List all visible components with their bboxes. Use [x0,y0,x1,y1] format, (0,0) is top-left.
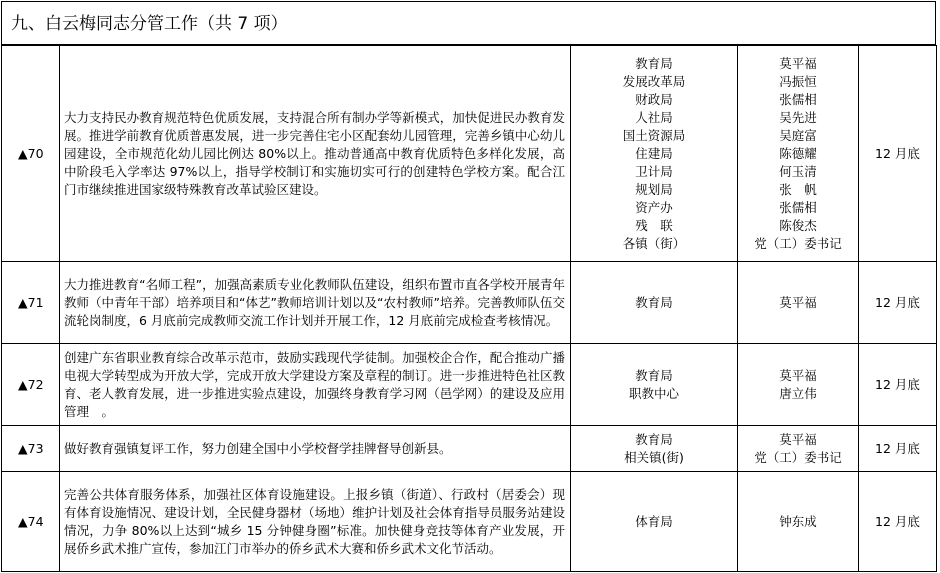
leader-name: 张儒相 [779,199,817,215]
responsible-leaders [738,472,859,572]
table-row [2,472,937,572]
task-content: 大力支持民办教育规范特色优质发展，支持混合所有制办学等新模式，加快促进民办教育发展。推进学前教育优质普惠发展，进一步完善住宅小区配套幼儿园管理，完善乡镇中心幼儿园建设，全市规范化幼儿园比例达 80%以上。推动普通高中教育优质特色多样化发展，高中阶段毛入学率达 97%以上，指导学校制订和实施切实可行的创建特色学校方案。配合江门市继续推进国家级特殊教育改革试验区建设。 [60,46,571,262]
department-name: 相关镇(街) [624,449,684,465]
department-name: 卫计局 [635,163,673,179]
department-name: 教育局 [635,431,673,447]
task-number: ▲71 [2,262,60,344]
responsible-departments [571,426,738,472]
responsible-leaders [738,426,859,472]
deadline: 12 月底 [859,46,937,262]
task-number: ▲73 [2,426,60,472]
table-row [2,426,937,472]
department-name: 人社局 [635,109,673,125]
department-name: 住建局 [635,145,673,161]
table-row [2,262,937,344]
department-name: 发展改革局 [622,73,686,89]
task-number: ▲74 [2,472,60,572]
department-name: 教育局 [635,55,673,71]
leader-name: 莫平福 [779,294,817,310]
responsible-departments [571,262,738,344]
task-content: 大力推进教育“名师工程”，加强高素质专业化教师队伍建设，组织布置市直各学校开展青年教师（中青年干部）培养项目和“体艺”教师培训计划以及“农村教师”培养。完善教师队伍交流轮岗制度，6 月底前完成教师交流工作计划并开展工作，12 月底前完成检查考核情况。 [60,262,571,344]
department-name: 残 联 [635,217,673,233]
leader-name: 陈俊杰 [779,217,817,233]
leader-name: 莫平福 [779,55,817,71]
leader-name: 莫平福 [779,431,817,447]
task-content: 创建广东省职业教育综合改革示范市，鼓励实践现代学徒制。加强校企合作，配合推动广播电视大学转型成为开放大学，完成开放大学建设方案及章程的制订。进一步推进特色社区教育、老人教育发展，进一步推进实验点建设，加强终身教育学习网（邑学网）的建设及应用管理 。 [60,344,571,426]
leader-name: 吴先进 [779,109,817,125]
department-name: 职教中心 [628,385,679,401]
leader-name: 陈德耀 [779,145,817,161]
leader-name: 张儒相 [779,91,817,107]
leader-name: 唐立伟 [779,385,817,401]
table-row [2,46,937,262]
responsible-leaders [738,262,859,344]
deadline: 12 月底 [859,472,937,572]
responsible-leaders [738,46,859,262]
task-number: ▲72 [2,344,60,426]
department-name: 资产办 [635,199,673,215]
deadline: 12 月底 [859,426,937,472]
leader-name: 党（工）委书记 [754,235,842,251]
department-name: 规划局 [635,181,673,197]
task-content: 做好教育强镇复评工作，努力创建全国中小学校督学挂牌督导创新县。 [60,426,571,472]
deadline: 12 月底 [859,344,937,426]
department-name: 财政局 [635,91,673,107]
department-name: 国土资源局 [622,127,686,143]
responsible-departments [571,344,738,426]
department-name: 教育局 [635,294,673,310]
leader-name: 冯振恒 [779,73,817,89]
responsible-leaders [738,344,859,426]
responsible-departments [571,472,738,572]
leader-name: 张 帆 [779,181,817,197]
section-title: 九、白云梅同志分管工作（共 7 项） [1,1,936,45]
department-name: 教育局 [635,367,673,383]
task-table [1,45,937,572]
leader-name: 钟东成 [779,513,817,529]
department-name: 体育局 [635,513,673,529]
leader-name: 莫平福 [779,367,817,383]
leader-name: 党（工）委书记 [754,449,842,465]
leader-name: 何玉清 [779,163,817,179]
table-row [2,344,937,426]
task-number: ▲70 [2,46,60,262]
department-name: 各镇（街） [622,235,686,251]
responsible-departments [571,46,738,262]
task-content: 完善公共体育服务体系，加强社区体育设施建设。上报乡镇（街道）、行政村（居委会）现有体育设施情况、建设计划，全民健身器材（场地）维护计划及社会体育指导员服务站建设情况，力争 80%以上达到“城乡 15 分钟健身圈”标准。加快健身竞技等体育产业发展，开展侨乡武术推广宣传，参加江门市举办的侨乡武术大赛和侨乡武术文化节活动。 [60,472,571,572]
deadline: 12 月底 [859,262,937,344]
leader-name: 吴庭富 [779,127,817,143]
